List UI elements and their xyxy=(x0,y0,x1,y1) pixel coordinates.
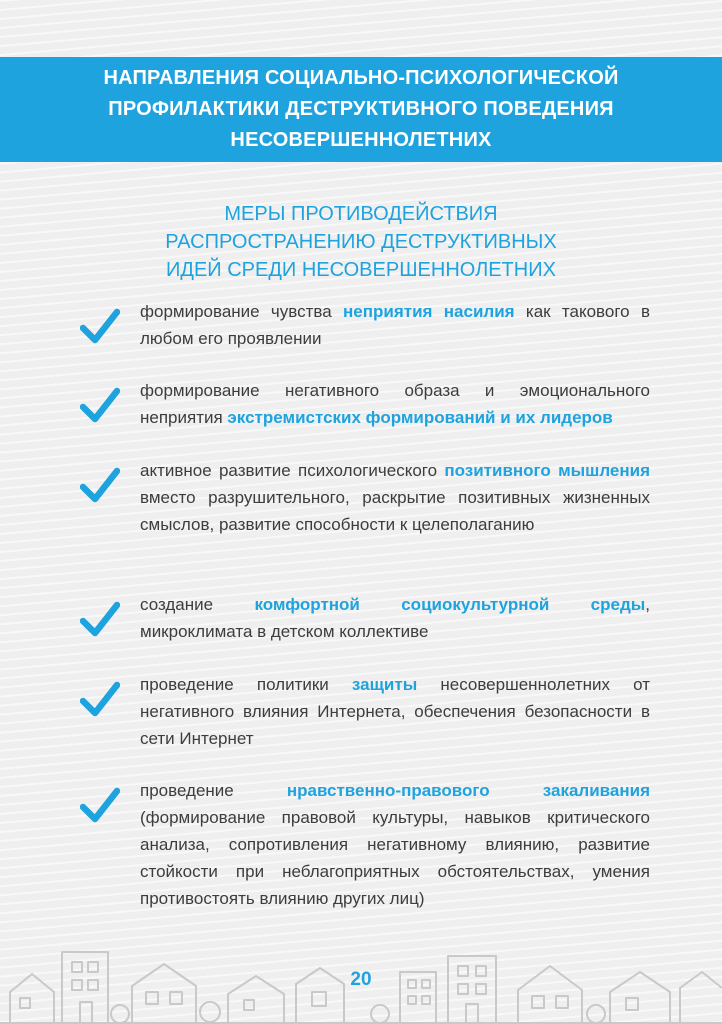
measure-text-part: (формирование правовой культуры, навыков критического анализа, сопротивления негативному влиянию, развитие стойкости при неблагоприятных обстоятельствах, умения противостоять влиянию других лиц) xyxy=(140,808,650,908)
measure-text-part: активное развитие психологического xyxy=(140,461,445,480)
checkmark-icon xyxy=(80,785,120,825)
measure-text xyxy=(140,298,650,352)
header-band xyxy=(0,57,722,162)
measure-text xyxy=(140,457,650,538)
section-subtitle xyxy=(0,200,722,284)
section-subtitle-line-3: ИДЕЙ СРЕДИ НЕСОВЕРШЕННОЛЕТНИХ xyxy=(166,259,556,281)
measure-text-part: , микроклимата в детском коллективе xyxy=(140,595,651,641)
measure-highlight: позитивного мышления xyxy=(444,461,651,480)
measure-highlight: комфортной социокультурной среды xyxy=(254,595,646,614)
page-title-line-1: НАПРАВЛЕНИЯ СОЦИАЛЬНО-ПСИХОЛОГИЧЕСКОЙ xyxy=(103,67,619,89)
page-title xyxy=(103,63,618,156)
measure-text-part: проведение политики xyxy=(140,675,352,694)
checkmark-icon xyxy=(80,679,120,719)
measure-text xyxy=(140,377,650,431)
checkmark-icon xyxy=(80,599,120,639)
page-title-line-3: НЕСОВЕРШЕННОЛЕТНИХ xyxy=(230,129,492,151)
measure-text xyxy=(140,671,650,752)
measure-highlight: экстремистских формирований и их лидеров xyxy=(227,408,613,427)
page-title-line-2: ПРОФИЛАКТИКИ ДЕСТРУКТИВНОГО ПОВЕДЕНИЯ xyxy=(108,98,614,120)
measure-text-part: как такового в любом его проявлении xyxy=(140,302,650,348)
measure-highlight: нравственно-правового закаливания xyxy=(286,781,650,800)
checkmark-icon xyxy=(80,306,120,346)
measure-text-part: вместо разрушительного, раскрытие позитивных жизненных смыслов, развитие способности к целеполаганию xyxy=(140,488,650,534)
measure-text xyxy=(140,591,650,645)
checkmark-icon xyxy=(80,385,120,425)
measure-highlight: неприятия насилия xyxy=(343,302,515,321)
checkmark-icon xyxy=(80,465,120,505)
measure-text-part: несовершеннолетних от негативного влияния Интернета, обеспечения безопасности в сети Интернет xyxy=(140,675,650,748)
measure-highlight: защиты xyxy=(351,675,418,694)
measure-text-part: формирование чувства xyxy=(140,302,344,321)
section-subtitle-line-1: МЕРЫ ПРОТИВОДЕЙСТВИЯ xyxy=(224,203,498,225)
page-number: 20 xyxy=(350,969,372,990)
measure-text-part: создание xyxy=(140,595,255,614)
measure-text-part: формирование негативного образа и эмоционального неприятия xyxy=(140,381,650,427)
measure-text-part: проведение xyxy=(140,781,287,800)
section-subtitle-line-2: РАСПРОСТРАНЕНИЮ ДЕСТРУКТИВНЫХ xyxy=(165,231,557,253)
measure-text xyxy=(140,777,650,912)
